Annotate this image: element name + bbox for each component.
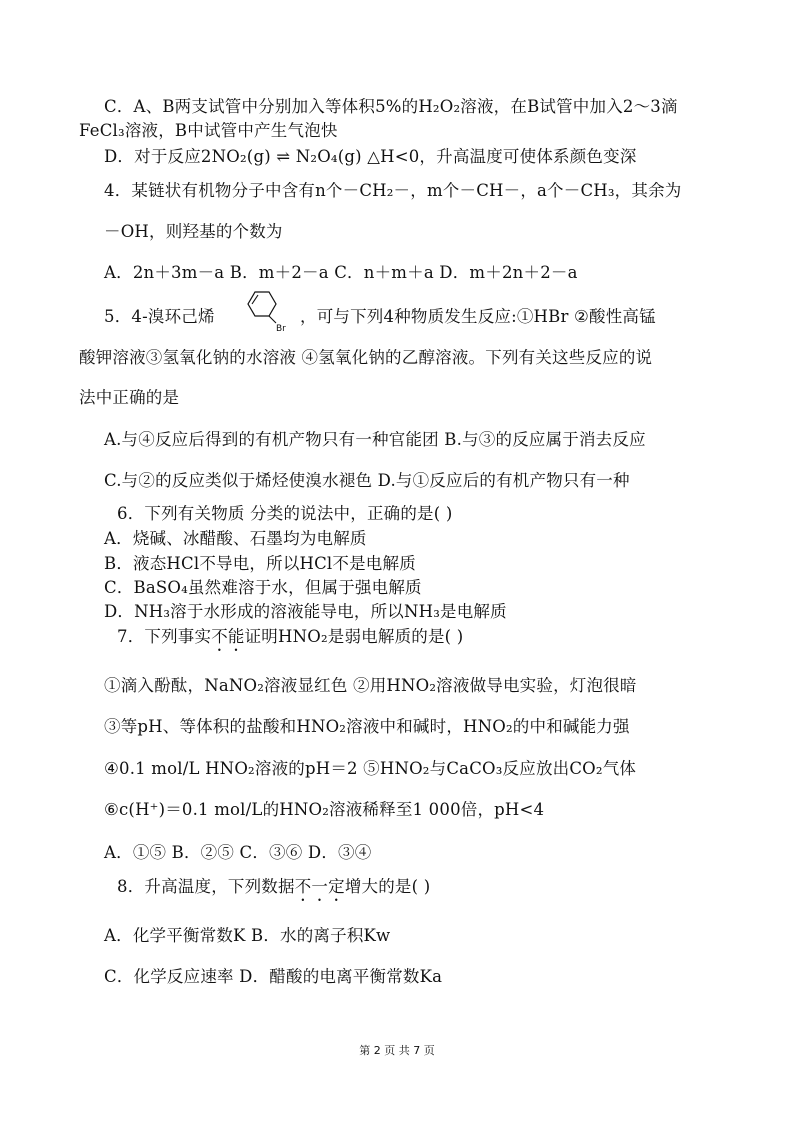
q6-option-b: B．液态HCl不导电，所以HCl不是电解质 [104,554,416,573]
q7-item-4-5: ④0.1 mol/L HNO₂溶液的pH＝2 ⑤HNO₂与CaCO₃反应放出CO₂气体 [104,759,637,778]
q8-stem [117,877,430,905]
q6-stem: 6．下列有关物质 分类的说法中，正确的是( ) [117,504,453,523]
q5-options-ab: A.与④反应后得到的有机产物只有一种官能团 B.与③的反应属于消去反应 [104,430,646,449]
q7-stem-b: 证明HNO₂是弱电解质的是( ) [244,627,464,646]
q7-item-1-2: ①滴入酚酞，NaNO₂溶液显红色 ②用HNO₂溶液做导电实验，灯泡很暗 [104,676,637,695]
q8-stem-b: 增大的是( ) [344,877,431,896]
q6-option-a: A．烧碱、冰醋酸、石墨均为电解质 [104,529,367,548]
q5-stem-line2: 酸钾溶液③氢氧化钠的水溶液 ④氢氧化钠的乙醇溶液。下列有关这些反应的说 [79,348,653,367]
q4-stem-line1: 4．某链状有机物分子中含有n个－CH₂－，m个－CH－，a个－CH₃，其余为 [104,181,682,200]
page-footer: 第 2 页 共 7 页 [359,1044,435,1057]
q4-stem-line2: －OH，则羟基的个数为 [104,222,283,241]
q5-stem-line3: 法中正确的是 [79,388,180,407]
q3-option-c-line1: C．A、B两支试管中分别加入等体积5%的H₂O₂溶液，在B试管中加入2～3滴 [104,97,678,116]
q3-option-c-line2: FeCl₃溶液，B中试管中产生气泡快 [79,121,338,140]
q8-stem-a: 8．升高温度，下列数据 [117,877,295,896]
q8-options-ab: A．化学平衡常数K B．水的离子积Kw [104,926,391,945]
q3-option-d: D．对于反应2NO₂(g) ⇌ N₂O₄(g) △H<0，升高温度可使体系颜色变深 [104,147,637,166]
q7-stem [117,627,463,655]
q5-stem-pre: 5．4-溴环己烯 [104,307,215,326]
q6-option-c: C．BaSO₄虽然难溶于水，但属于强电解质 [104,578,422,597]
q7-item-6: ⑥c(H⁺)＝0.1 mol/L的HNO₂溶液稀释至1 000倍，pH<4 [104,800,545,819]
q7-options: A．①⑤ B．②⑤ C．③⑥ D．③④ [104,843,372,862]
q6-option-d: D．NH₃溶于水形成的溶液能导电，所以NH₃是电解质 [104,602,507,621]
q8-options-cd: C．化学反应速率 D．醋酸的电离平衡常数Ka [104,967,443,986]
q4-options: A．2n＋3m－a B．m＋2－a C．n＋m＋a D．m＋2n＋2－a [104,263,578,282]
q8-stem-emphasis: 不一定 [294,877,345,896]
mol-br-label: Br [276,324,286,333]
q5-stem-post: ，可与下列4种物质发生反应:①HBr ②酸性高锰 [300,307,656,326]
q7-stem-a: 7．下列事实 [117,627,212,646]
q5-options-cd: C.与②的反应类似于烯烃使溴水褪色 D.与①反应后的有机产物只有一种 [104,471,630,490]
4-bromocyclohexene-structure [238,287,294,333]
q7-item-3: ③等pH、等体积的盐酸和HNO₂溶液中和碱时，HNO₂的中和碱能力强 [104,717,630,736]
q7-stem-emphasis: 不能 [211,627,245,646]
